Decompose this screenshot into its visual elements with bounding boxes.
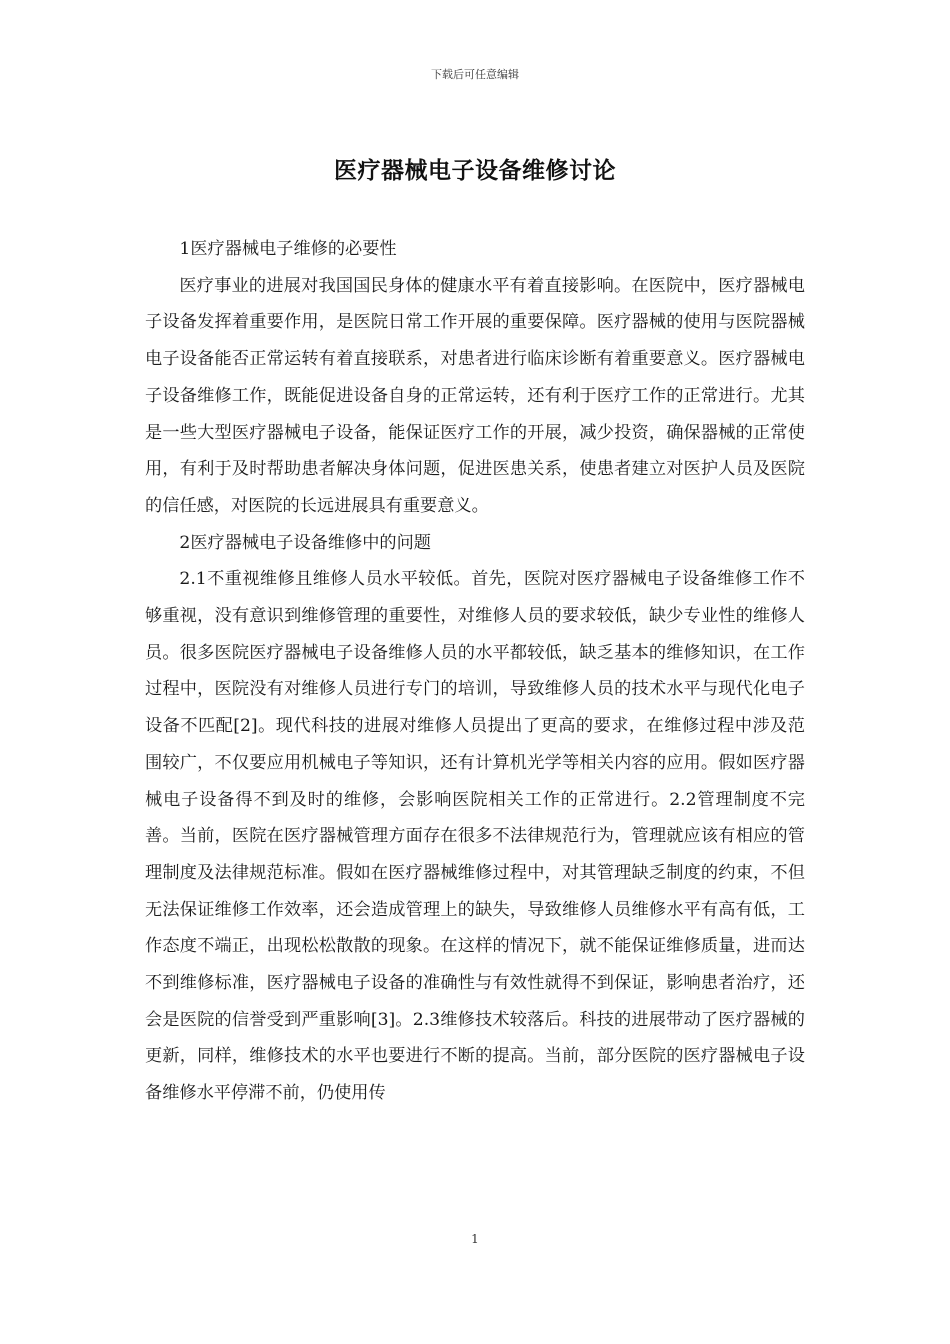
section-heading-1: 1医疗器械电子维修的必要性 — [179, 239, 397, 259]
document-title: 医疗器械电子设备维修讨论 — [334, 157, 616, 184]
document-body — [145, 231, 805, 1112]
body-paragraph: 2.1不重视维修且维修人员水平较低。首先，医院对医疗器械电子设备维修工作不够重视，没有意识到维修管理的重要性，对维修人员的要求较低，缺少专业性的维修人员。很多医院医疗器械电子设备维修人员的水平都较低，缺乏基本的维修知识，在工作过程中，医院没有对维修人员进行专门的培训，导致维修人员的技术水平与现代化电子设备不匹配[2]。现代科技的进展对维修人员提出了更高的要求，在维修过程中涉及范围较广，不仅要应用机械电子等知识，还有计算机光学等相关内容的应用。假如医疗器械电子设备得不到及时的维修，会影响医院相关工作的正常进行。2.2管理制度不完善。当前，医院在医疗器械管理方面存在很多不法律规范行为，管理就应该有相应的管理制度及法律规范标准。假如在医疗器械维修过程中，对其管理缺乏制度的约束，不但无法保证维修工作效率，还会造成管理上的缺失，导致维修人员维修水平有高有低，工作态度不端正，出现松松散散的现象。在这样的情况下，就不能保证维修质量，进而达不到维修标准，医疗器械电子设备的准确性与有效性就得不到保证，影响患者治疗，还会是医院的信誉受到严重影响[3]。2.3维修技术较落后。科技的进展带动了医疗器械的更新，同样，维修技术的水平也要进行不断的提高。当前，部分医院的医疗器械电子设备维修水平停滞不前，仍使用传 — [145, 569, 805, 1104]
body-paragraph: 医疗事业的进展对我国国民身体的健康水平有着直接影响。在医院中，医疗器械电子设备发挥着重要作用，是医院日常工作开展的重要保障。医疗器械的使用与医院器械电子设备能否正常运转有着直接联系，对患者进行临床诊断有着重要意义。医疗器械电子设备维修工作，既能促进设备自身的正常运转，还有利于医疗工作的正常进行。尤其是一些大型医疗器械电子设备，能保证医疗工作的开展，减少投资，确保器械的正常使用，有利于及时帮助患者解决身体问题，促进医患关系，使患者建立对医护人员及医院的信任感，对医院的长远进展具有重要意义。 — [145, 275, 805, 516]
section-heading-2: 2医疗器械电子设备维修中的问题 — [179, 532, 431, 553]
page-number: 1 — [471, 1232, 479, 1246]
page-header: 下载后可任意编辑 — [431, 68, 519, 81]
